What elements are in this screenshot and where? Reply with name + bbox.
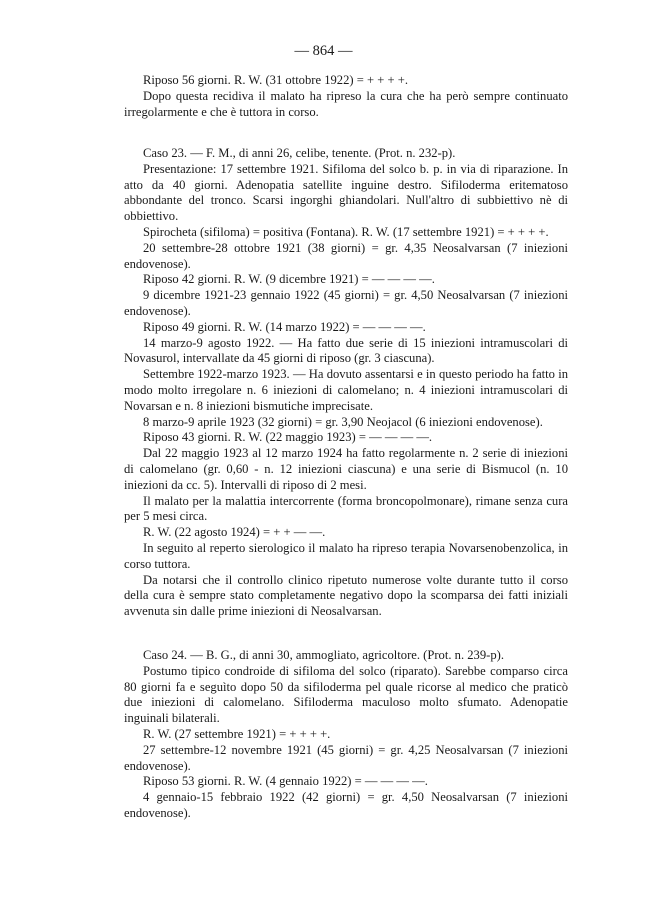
paragraph: Riposo 49 giorni. R. W. (14 marzo 1922) = — — — —. xyxy=(143,319,426,334)
paragraph: Presentazione: 17 settembre 1921. Sifiloma del solco b. p. in via di riparazione. In atto da 40 giorni. Adenopatia satellite inguine destro. Sifiloderma eritematoso abbondante del tronco. Scarsi ingorghi ghiandolari. Null'altro di subbiettivo nè di obbiettivo. xyxy=(124,161,568,224)
paragraph: Postumo tipico condroide di sifiloma del solco (riparato). Sarebbe comparso circa 80 giorni fa e seguìto dopo 50 da sifiloderma pel quale ricorse al medico che praticò due iniezioni di calomelano. Sifiloderma maculoso molto sfumato. Adenopatie inguinali bilaterali. xyxy=(124,663,568,726)
paragraph: In seguito al reperto sierologico il malato ha ripreso terapia Novarsenobenzolica, in corso tuttora. xyxy=(124,540,568,571)
paragraph: R. W. (22 agosto 1924) = + + — —. xyxy=(143,525,326,540)
paragraph: 14 marzo-9 agosto 1922. — Ha fatto due serie di 15 iniezioni intramuscolari di Novasurol, intervallate da 45 giorni di riposo (gr. 3 ciascuna). xyxy=(124,335,568,366)
paragraph: 4 gennaio-15 febbraio 1922 (42 giorni) = gr. 4,50 Neosalvarsan (7 iniezioni endovenose). xyxy=(124,790,568,820)
paragraph: 8 marzo-9 aprile 1923 (32 giorni) = gr. 3,90 Neojacol (6 iniezioni endovenose). xyxy=(143,414,543,429)
paragraph: Settembre 1922-marzo 1923. — Ha dovuto assentarsi e in questo periodo ha fatto in modo molto irregolare n. 6 iniezioni di calomelano; n. 4 iniezioni intramuscolari di Novarsan e n. 8 iniezioni bismutiche imprecisate. xyxy=(124,367,568,413)
paragraph: R. W. (27 settembre 1921) = + + + +. xyxy=(143,726,331,741)
case-24-section xyxy=(124,648,568,822)
section-continuation xyxy=(124,73,568,120)
paragraph: Riposo 42 giorni. R. W. (9 dicembre 1921) = — — — —. xyxy=(143,272,435,287)
case-23-section xyxy=(124,146,568,620)
paragraph: Riposo 53 giorni. R. W. (4 gennaio 1922) = — — — —. xyxy=(143,774,428,789)
paragraph: Riposo 56 giorni. R. W. (31 ottobre 1922) = + + + +. xyxy=(143,73,408,87)
case-heading: Caso 23. — F. M., di anni 26, celibe, tenente. (Prot. n. 232-p). xyxy=(143,146,456,160)
paragraph: Il malato per la malattia intercorrente (forma broncopolmonare), rimane senza cura per 5 mesi circa. xyxy=(124,493,568,524)
paragraph: 27 settembre-12 novembre 1921 (45 giorni) = gr. 4,25 Neosalvarsan (7 iniezioni endovenose). xyxy=(124,742,568,773)
paragraph: Riposo 43 giorni. R. W. (22 maggio 1923) = — — — —. xyxy=(143,430,433,445)
page-number: — 864 — xyxy=(294,43,353,59)
paragraph: 9 dicembre 1921-23 gennaio 1922 (45 giorni) = gr. 4,50 Neosalvarsan (7 iniezioni endovenose). xyxy=(124,288,568,318)
paragraph: 20 settembre-28 ottobre 1921 (38 giorni) = gr. 4,35 Neosalvarsan (7 iniezioni endovenose). xyxy=(124,240,568,271)
paragraph: Spirocheta (sifiloma) = positiva (Fontana). R. W. (17 settembre 1921) = + + + +. xyxy=(143,224,549,239)
paragraph: Dal 22 maggio 1923 al 12 marzo 1924 ha fatto regolarmente n. 2 serie di iniezioni di calomelano (gr. 0,60 - n. 12 iniezioni ciascuna) e una serie di Bismucol (n. 10 iniezioni da cc. 5). Intervalli di riposo di 2 mesi. xyxy=(124,446,568,492)
paragraph: Dopo questa recidiva il malato ha ripreso la cura che ha però sempre continuato irregolarmente e che è tuttora in corso. xyxy=(124,88,568,119)
case-heading: Caso 24. — B. G., di anni 30, ammogliato, agricoltore. (Prot. n. 239-p). xyxy=(143,648,504,662)
paragraph: Da notarsi che il controllo clinico ripetuto numerose volte durante tutto il corso della cura è sempre stato completamente negativo dopo la scomparsa dei fatti iniziali avvenuta sin dalle prime iniezioni di Neosalvarsan. xyxy=(124,572,568,619)
